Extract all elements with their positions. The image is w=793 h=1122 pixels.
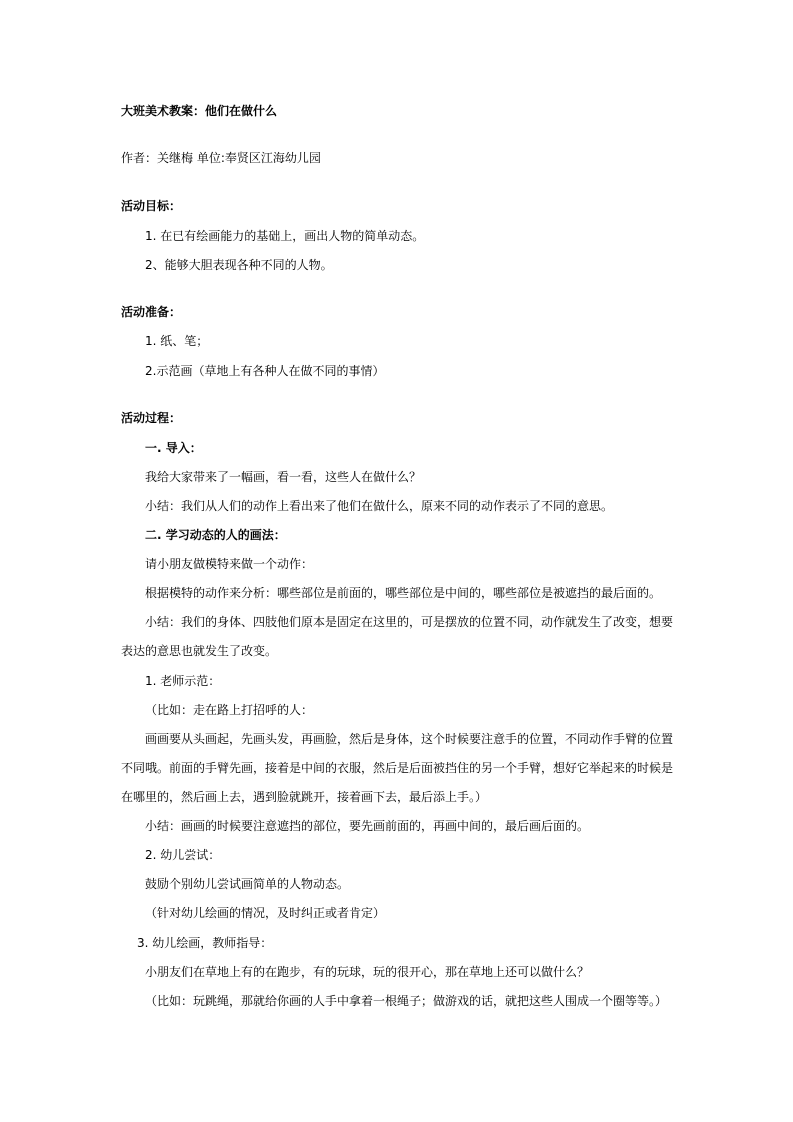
process-line: 3. 幼儿绘画，教师指导： (137, 936, 273, 950)
process-subheading: 一. 导入： (145, 441, 202, 455)
process-line: （比如：走在路上打招呼的人： (145, 703, 314, 717)
prep-item: 1. 纸、笔； (145, 334, 209, 348)
prep-item: 2.示范画（草地上有各种人在做不同的事情） (145, 364, 385, 378)
author-line: 作者：关继梅 单位:奉贤区江海幼儿园 (121, 151, 321, 165)
process-line: 小朋友们在草地上有的在跑步，有的玩球，玩的很开心，那在草地上还可以做什么？ (145, 965, 590, 979)
prep-heading: 活动准备： (121, 305, 182, 319)
process-line: 1. 老师示范： (145, 674, 221, 688)
process-line: 画画要从头画起，先画头发，再画脸，然后是身体，这个时候要注意手的位置，不同动作手臂的位置 (145, 732, 674, 746)
process-line: 不同哦。前面的手臂先画，接着是中间的衣服，然后是后面被挡住的另一个手臂，想好它举起来的时候是 (121, 761, 674, 775)
process-subheading: 二. 学习动态的人的画法： (145, 528, 286, 542)
goals-heading: 活动目标： (121, 199, 182, 213)
goal-item: 1. 在已有绘画能力的基础上，画出人物的简单动态。 (145, 229, 425, 243)
process-line: 鼓励个别幼儿尝试画简单的人物动态。 (145, 877, 350, 891)
process-line: 小结：我们的身体、四肢他们原本是固定在这里的，可是摆放的位置不同，动作就发生了改变，想要 (145, 615, 674, 629)
process-line: 表达的意思也就发生了改变。 (121, 644, 278, 658)
process-heading: 活动过程： (121, 411, 182, 425)
page-title: 大班美术教案：他们在做什么 (121, 104, 278, 118)
process-line: 小结：我们从人们的动作上看出来了他们在做什么，原来不同的动作表示了不同的意思。 (145, 499, 614, 513)
process-line: 在哪里的，然后画上去，遇到脸就跳开，接着画下去，最后添上手。） (121, 790, 488, 804)
process-line: 根据模特的动作来分析：哪些部位是前面的，哪些部位是中间的，哪些部位是被遮挡的最后面的。 (145, 586, 662, 600)
process-line: 2. 幼儿尝试： (145, 848, 221, 862)
process-line: （针对幼儿绘画的情况，及时纠正或者肯定） (145, 906, 386, 920)
process-line: 小结：画画的时候要注意遮挡的部位，要先画前面的，再画中间的，最后画后面的。 (145, 819, 590, 833)
process-line: （比如：玩跳绳，那就给你画的人手中拿着一根绳子；做游戏的话，就把这些人围成一个圈等等。） (145, 994, 668, 1008)
process-line: 请小朋友做模特来做一个动作： (145, 557, 314, 571)
process-line: 我给大家带来了一幅画，看一看，这些人在做什么？ (145, 470, 422, 484)
goal-item: 2、能够大胆表现各种不同的人物。 (145, 258, 333, 272)
